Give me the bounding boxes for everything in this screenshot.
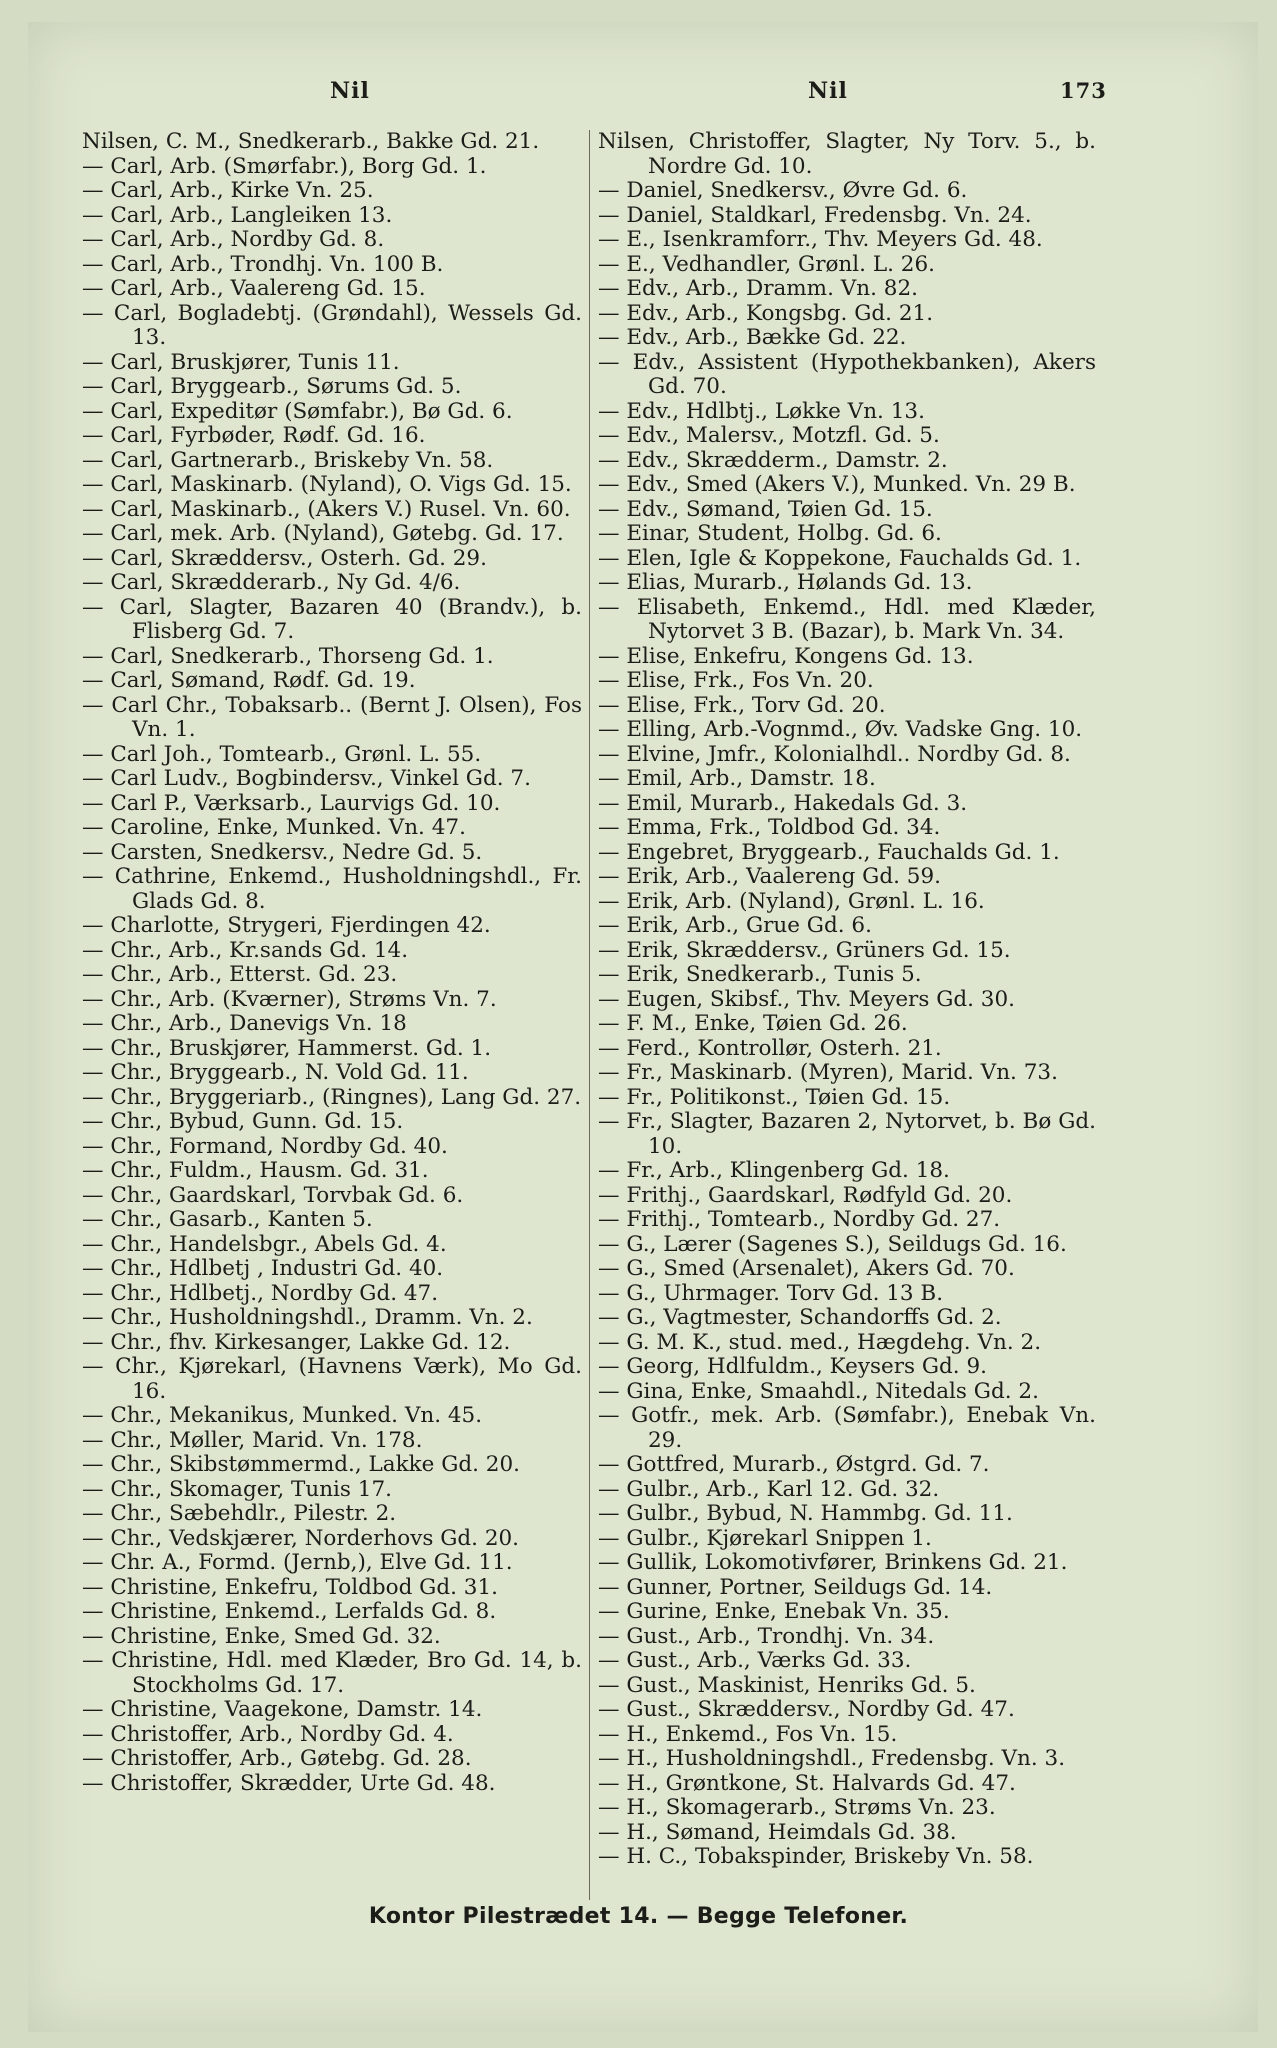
directory-entry: — Carl Chr., Tobaksarb.. (Bernt J. Olsen), Fos Vn. 1. — [82, 692, 582, 742]
directory-entry: — Chr., Kjørekarl, (Havnens Værk), Mo Gd. 16. — [82, 1354, 582, 1404]
directory-entry: Nilsen, C. M., Snedkerarb., Bakke Gd. 21. — [82, 129, 540, 154]
directory-entry: — Carl, Bryggearb., Sørums Gd. 5. — [82, 374, 462, 399]
directory-entry: — Chr., Bybud, Gunn. Gd. 15. — [82, 1109, 404, 1134]
directory-entry: — Edv., Malersv., Motzfl. Gd. 5. — [598, 423, 940, 448]
directory-entry: — Edv., Arb., Bække Gd. 22. — [598, 325, 907, 350]
footer-line: Kontor Pilestrædet 14. — Begge Telefoner. — [368, 1904, 909, 1929]
directory-entry: — Erik, Arb., Grue Gd. 6. — [598, 913, 872, 938]
directory-entry: — Elise, Enkefru, Kongens Gd. 13. — [598, 643, 974, 669]
directory-entry: — Georg, Hdlfuldm., Keysers Gd. 9. — [598, 1354, 987, 1379]
directory-entry: — Chr., Bryggeriarb., (Ringnes), Lang Gd. 27. — [82, 1084, 582, 1110]
directory-entry: — Frithj., Tomtearb., Nordby Gd. 27. — [598, 1207, 1001, 1232]
directory-entry: — Edv., Skrædderm., Damstr. 2. — [598, 447, 948, 473]
directory-entry: — Edv., Assistent (Hypothekbanken), Akers Gd. 70. — [598, 349, 1096, 399]
directory-entry: — Cathrine, Enkemd., Husholdningshdl., Fr. Glads Gd. 8. — [82, 864, 582, 914]
directory-entry: — Carl, Sømand, Rødf. Gd. 19. — [82, 668, 416, 693]
directory-entry: — Chr., Gaardskarl, Torvbak Gd. 6. — [82, 1182, 464, 1208]
directory-entry: — Einar, Student, Holbg. Gd. 6. — [598, 521, 942, 546]
directory-entry: — Daniel, Snedkersv., Øvre Gd. 6. — [598, 178, 968, 203]
directory-entry: — Gulbr., Arb., Karl 12. Gd. 32. — [598, 1476, 940, 1502]
directory-entry: — Gulbr., Kjørekarl Snippen 1. — [598, 1525, 932, 1551]
directory-entry: — Frithj., Gaardskarl, Rødfyld Gd. 20. — [598, 1182, 1013, 1208]
directory-entry: — Carl, Arb., Trondhj. Vn. 100 B. — [82, 251, 444, 277]
directory-entry: — Carl Joh., Tomtearb., Grønl. L. 55. — [82, 741, 482, 767]
directory-entry: — Fr., Slagter, Bazaren 2, Nytorvet, b. Bø Gd. 10. — [598, 1109, 1096, 1159]
directory-entry: — Chr., Handelsbgr., Abels Gd. 4. — [82, 1231, 447, 1257]
directory-entry: — Elen, Igle & Koppekone, Fauchalds Gd. 1. — [598, 545, 1082, 571]
directory-entry: — Elias, Murarb., Hølands Gd. 13. — [598, 570, 973, 595]
directory-entry: — Gulbr., Bybud, N. Hammbg. Gd. 11. — [598, 1501, 1013, 1526]
directory-entry: — Edv., Smed (Akers V.), Munked. Vn. 29 B. — [598, 472, 1076, 497]
directory-entry: — Carl, Expeditør (Sømfabr.), Bø Gd. 6. — [82, 398, 513, 424]
directory-entry: — Chr., Formand, Nordby Gd. 40. — [82, 1133, 448, 1159]
directory-entry: — G., Vagtmester, Schandorffs Gd. 2. — [598, 1305, 1002, 1330]
directory-entry: — Fr., Politikonst., Tøien Gd. 15. — [598, 1084, 951, 1110]
directory-entry: — Elvine, Jmfr., Kolonialhdl.. Nordby Gd. 8. — [598, 741, 1071, 767]
directory-entry: — Carsten, Snedkersv., Nedre Gd. 5. — [82, 839, 483, 865]
directory-entry: — Gust., Arb., Trondhj. Vn. 34. — [598, 1623, 935, 1649]
directory-entry: — H., Enkemd., Fos Vn. 15. — [598, 1721, 898, 1747]
directory-entry: — Christine, Vaagekone, Damstr. 14. — [82, 1697, 483, 1722]
directory-entry: — Carl, Gartnerarb., Briskeby Vn. 58. — [82, 447, 494, 473]
directory-entry: — Elling, Arb.-Vognmd., Øv. Vadske Gng. 10. — [598, 717, 1083, 742]
directory-entry: — Erik, Arb. (Nyland), Grønl. L. 16. — [598, 888, 985, 914]
directory-entry: — Elise, Frk., Torv Gd. 20. — [598, 692, 886, 718]
directory-entry: — Ferd., Kontrollør, Osterh. 21. — [598, 1035, 942, 1061]
directory-entry: — G., Lærer (Sagenes S.), Seildugs Gd. 16. — [598, 1231, 1067, 1257]
directory-entry: — Emil, Arb., Damstr. 18. — [598, 766, 876, 791]
directory-entry: — Gina, Enke, Smaahdl., Nitedals Gd. 2. — [598, 1378, 1039, 1404]
directory-entry: Nilsen, Christoffer, Slagter, Ny Torv. 5., b. Nordre Gd. 10. — [598, 129, 1096, 179]
directory-entry: — Gotfr., mek. Arb. (Sømfabr.), Enebak Vn. 29. — [598, 1403, 1096, 1453]
right-column — [598, 130, 1096, 1870]
directory-entry: — Carl, Maskinarb., (Akers V.) Rusel. Vn. 60. — [82, 496, 571, 522]
directory-entry: — Chr., Hdlbetj , Industri Gd. 40. — [82, 1256, 444, 1281]
directory-entry: — G., Uhrmager. Torv Gd. 13 B. — [598, 1280, 944, 1306]
directory-entry: — Gust., Arb., Værks Gd. 33. — [598, 1648, 912, 1673]
column-divider — [589, 130, 590, 1900]
directory-entry: — H., Sømand, Heimdals Gd. 38. — [598, 1819, 957, 1845]
directory-entry: — Chr., fhv. Kirkesanger, Lakke Gd. 12. — [82, 1329, 511, 1355]
directory-entry: — Gurine, Enke, Enebak Vn. 35. — [598, 1599, 950, 1624]
directory-entry: — Edv., Arb., Dramm. Vn. 82. — [598, 276, 918, 301]
directory-entry: — Erik, Arb., Vaalereng Gd. 59. — [598, 864, 941, 889]
directory-entry: — Chr., Hdlbetj., Nordby Gd. 47. — [82, 1280, 439, 1306]
directory-entry: — H. C., Tobakspinder, Briskeby Vn. 58. — [598, 1844, 1034, 1869]
directory-entry: — Carl, Bogladebtj. (Grøndahl), Wessels Gd. 13. — [82, 300, 582, 350]
directory-entry: — Carl, Snedkerarb., Thorseng Gd. 1. — [82, 643, 494, 669]
directory-entry: — Carl, mek. Arb. (Nyland), Gøtebg. Gd. 17. — [82, 521, 564, 546]
directory-entry: — Gunner, Portner, Seildugs Gd. 14. — [598, 1574, 993, 1600]
directory-entry: — H., Skomagerarb., Strøms Vn. 23. — [598, 1795, 996, 1820]
directory-entry: — Christine, Enkemd., Lerfalds Gd. 8. — [82, 1599, 497, 1624]
directory-entry: — Carl, Arb. (Smørfabr.), Borg Gd. 1. — [82, 153, 487, 179]
directory-entry: — G., Smed (Arsenalet), Akers Gd. 70. — [598, 1256, 1015, 1281]
directory-entry: — Edv., Hdlbtj., Løkke Vn. 13. — [598, 398, 925, 424]
directory-entry: — Carl, Arb., Langleiken 13. — [82, 202, 393, 228]
directory-entry: — Chr., Arb. (Kværner), Strøms Vn. 7. — [82, 986, 497, 1012]
directory-entry: — Chr. A., Formd. (Jernb,), Elve Gd. 11. — [82, 1550, 513, 1575]
page-number: 173 — [1060, 78, 1107, 103]
directory-entry: — Emma, Frk., Toldbod Gd. 34. — [598, 815, 941, 840]
directory-entry: — Edv., Arb., Kongsbg. Gd. 21. — [598, 300, 934, 326]
directory-entry: — Christoffer, Arb., Nordby Gd. 4. — [82, 1721, 454, 1747]
directory-entry: — Chr., Sæbehdlr., Pilestr. 2. — [82, 1501, 397, 1526]
directory-entry: — Christine, Hdl. med Klæder, Bro Gd. 14, b. Stockholms Gd. 17. — [82, 1648, 582, 1698]
directory-entry: — Chr., Skomager, Tunis 17. — [82, 1476, 392, 1502]
directory-entry: — Carl, Fyrbøder, Rødf. Gd. 16. — [82, 423, 426, 448]
directory-entry: — F. M., Enke, Tøien Gd. 26. — [598, 1011, 908, 1036]
directory-entry: — Carl, Slagter, Bazaren 40 (Brandv.), b. Flisberg Gd. 7. — [82, 594, 582, 644]
directory-entry: — Carl, Arb., Vaalereng Gd. 15. — [82, 276, 426, 301]
directory-entry: — Christine, Enkefru, Toldbod Gd. 31. — [82, 1574, 498, 1600]
directory-entry: — Gust., Maskinist, Henriks Gd. 5. — [598, 1672, 976, 1698]
directory-entry: — Chr., Arb., Danevigs Vn. 18 — [82, 1011, 407, 1036]
directory-entry: — Chr., Vedskjærer, Norderhovs Gd. 20. — [82, 1525, 520, 1551]
directory-entry: — Erik, Snedkerarb., Tunis 5. — [598, 962, 922, 987]
directory-entry: — Carl, Arb., Nordby Gd. 8. — [82, 227, 385, 252]
directory-entry: — Carl, Skræddersv., Osterh. Gd. 29. — [82, 545, 487, 571]
directory-entry: — Chr., Gasarb., Kanten 5. — [82, 1207, 373, 1232]
directory-entry: — E., Isenkramforr., Thv. Meyers Gd. 48. — [598, 227, 1043, 252]
directory-entry: — Charlotte, Strygeri, Fjerdingen 42. — [82, 913, 491, 938]
directory-entry: — Chr., Bruskjører, Hammerst. Gd. 1. — [82, 1035, 492, 1061]
directory-entry: — Carl, Maskinarb. (Nyland), O. Vigs Gd. 15. — [82, 472, 572, 497]
directory-entry: — Chr., Arb., Kr.sands Gd. 14. — [82, 937, 409, 963]
directory-entry: — G. M. K., stud. med., Hægdehg. Vn. 2. — [598, 1329, 1042, 1355]
directory-entry: — Chr., Mekanikus, Munked. Vn. 45. — [82, 1403, 483, 1428]
directory-entry: — Chr., Skibstømmermd., Lakke Gd. 20. — [82, 1452, 520, 1477]
directory-entry: — Daniel, Staldkarl, Fredensbg. Vn. 24. — [598, 202, 1032, 228]
directory-entry: — H., Husholdningshdl., Fredensbg. Vn. 3. — [598, 1746, 1066, 1771]
directory-entry: — Elise, Frk., Fos Vn. 20. — [598, 668, 874, 693]
directory-entry: — Chr., Møller, Marid. Vn. 178. — [82, 1427, 423, 1453]
directory-entry: — Emil, Murarb., Hakedals Gd. 3. — [598, 790, 968, 816]
directory-entry: — Elisabeth, Enkemd., Hdl. med Klæder, Nytorvet 3 B. (Bazar), b. Mark Vn. 34. — [598, 594, 1096, 644]
directory-entry: — Christoffer, Arb., Gøtebg. Gd. 28. — [82, 1746, 472, 1771]
directory-entry: — E., Vedhandler, Grønl. L. 26. — [598, 251, 935, 277]
directory-entry: — Edv., Sømand, Tøien Gd. 15. — [598, 496, 933, 522]
directory-entry: — Gullik, Lokomotivfører, Brinkens Gd. 21. — [598, 1550, 1068, 1575]
directory-entry: — H., Grøntkone, St. Halvards Gd. 47. — [598, 1770, 1016, 1796]
directory-entry: — Caroline, Enke, Munked. Vn. 47. — [82, 815, 466, 840]
directory-entry: — Fr., Arb., Klingenberg Gd. 18. — [598, 1158, 950, 1183]
directory-entry: — Chr., Arb., Etterst. Gd. 23. — [82, 962, 398, 987]
directory-entry: — Carl P., Værksarb., Laurvigs Gd. 10. — [82, 790, 501, 816]
directory-entry: — Gust., Skræddersv., Nordby Gd. 47. — [598, 1697, 1015, 1722]
directory-entry: — Eugen, Skibsf., Thv. Meyers Gd. 30. — [598, 986, 1016, 1012]
directory-entry: — Carl, Bruskjører, Tunis 11. — [82, 349, 400, 375]
directory-entry: — Carl Ludv., Bogbindersv., Vinkel Gd. 7. — [82, 766, 531, 791]
directory-entry: — Gottfred, Murarb., Østgrd. Gd. 7. — [598, 1452, 990, 1477]
directory-entry: — Erik, Skræddersv., Grüners Gd. 15. — [598, 937, 1011, 963]
directory-entry: — Carl, Arb., Kirke Vn. 25. — [82, 178, 374, 203]
running-head-left: Nil — [330, 78, 370, 104]
directory-entry: — Christoffer, Skrædder, Urte Gd. 48. — [82, 1770, 496, 1796]
directory-entry: — Christine, Enke, Smed Gd. 32. — [82, 1623, 441, 1649]
directory-entry: — Engebret, Bryggearb., Fauchalds Gd. 1. — [598, 839, 1060, 865]
running-head-right: Nil — [808, 78, 848, 104]
left-column — [82, 130, 582, 1796]
directory-entry: — Chr., Fuldm., Hausm. Gd. 31. — [82, 1158, 429, 1183]
directory-entry: — Chr., Husholdningshdl., Dramm. Vn. 2. — [82, 1305, 533, 1330]
directory-entry: — Chr., Bryggearb., N. Vold Gd. 11. — [82, 1060, 469, 1085]
directory-entry: — Fr., Maskinarb. (Myren), Marid. Vn. 73. — [598, 1060, 1058, 1085]
directory-entry: — Carl, Skrædderarb., Ny Gd. 4/6. — [82, 570, 461, 595]
